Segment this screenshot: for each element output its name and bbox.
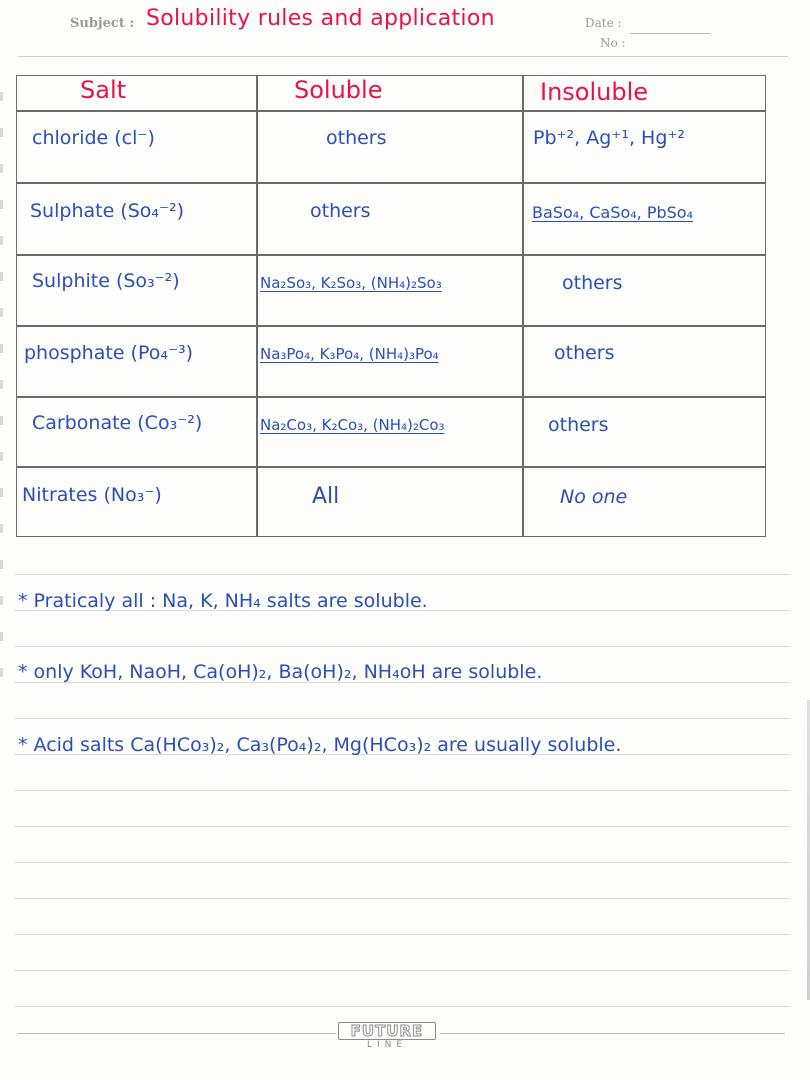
header-divider xyxy=(18,56,788,57)
footer-divider xyxy=(18,1033,336,1034)
column-header-insoluble: Insoluble xyxy=(540,78,649,106)
footer-divider xyxy=(440,1033,785,1034)
column-header-soluble: Soluble xyxy=(294,76,383,104)
table-cell-insoluble: others xyxy=(548,414,609,436)
number-label: No : xyxy=(600,36,626,50)
table-cell-soluble: Na₂Co₃, K₂Co₃, (NH₄)₂Co₃ xyxy=(260,416,445,434)
column-divider xyxy=(522,75,524,537)
table-cell-insoluble: BaSo₄, CaSo₄, PbSo₄ xyxy=(532,203,693,222)
table-cell-salt: phosphate (Po₄⁻³) xyxy=(24,342,194,364)
table-cell-insoluble: No one xyxy=(560,486,628,508)
date-label: Date : xyxy=(585,16,622,30)
table-cell-soluble: Na₃Po₄, K₃Po₄, (NH₄)₃Po₄ xyxy=(260,345,439,363)
brand-logo xyxy=(338,1022,436,1054)
table-cell-salt: Sulphite (So₃⁻²) xyxy=(32,270,180,292)
row-divider xyxy=(16,325,766,327)
column-divider xyxy=(256,75,258,537)
table-cell-salt: Carbonate (Co₃⁻²) xyxy=(32,412,203,434)
table-cell-soluble: All xyxy=(312,484,340,509)
table-cell-insoluble: others xyxy=(562,272,623,294)
table-cell-salt: Sulphate (So₄⁻²) xyxy=(30,200,185,222)
note-item: * only KoH, NaoH, Ca(oH)₂, Ba(oH)₂, NH₄oH are soluble. xyxy=(18,661,543,683)
table-cell-soluble: Na₂So₃, K₂So₃, (NH₄)₂So₃ xyxy=(260,274,442,292)
table-cell-insoluble: Pb⁺², Ag⁺¹, Hg⁺² xyxy=(533,127,686,149)
row-divider xyxy=(16,254,766,256)
logo-text: FUTURE xyxy=(338,1022,436,1040)
binding-holes xyxy=(0,0,4,1080)
row-divider xyxy=(16,396,766,398)
row-divider xyxy=(16,110,766,112)
date-line xyxy=(630,33,710,34)
table-cell-soluble: others xyxy=(310,200,371,222)
table-cell-salt: chloride (cl⁻) xyxy=(32,127,155,149)
logo-subtext: LINE xyxy=(366,1040,408,1050)
page-title: Solubility rules and application xyxy=(146,6,495,31)
row-divider xyxy=(16,182,766,184)
column-header-salt: Salt xyxy=(80,76,127,104)
note-item: * Acid salts Ca(HCo₃)₂, Ca₃(Po₄)₂, Mg(HCo₃)₂ are usually soluble. xyxy=(18,734,622,756)
row-divider xyxy=(16,466,766,468)
subject-label: Subject : xyxy=(70,16,135,31)
table-cell-soluble: others xyxy=(326,127,387,149)
table-cell-salt: Nitrates (No₃⁻) xyxy=(22,484,162,506)
table-cell-insoluble: others xyxy=(554,342,615,364)
note-item: * Praticaly all : Na, K, NH₄ salts are soluble. xyxy=(18,590,428,612)
